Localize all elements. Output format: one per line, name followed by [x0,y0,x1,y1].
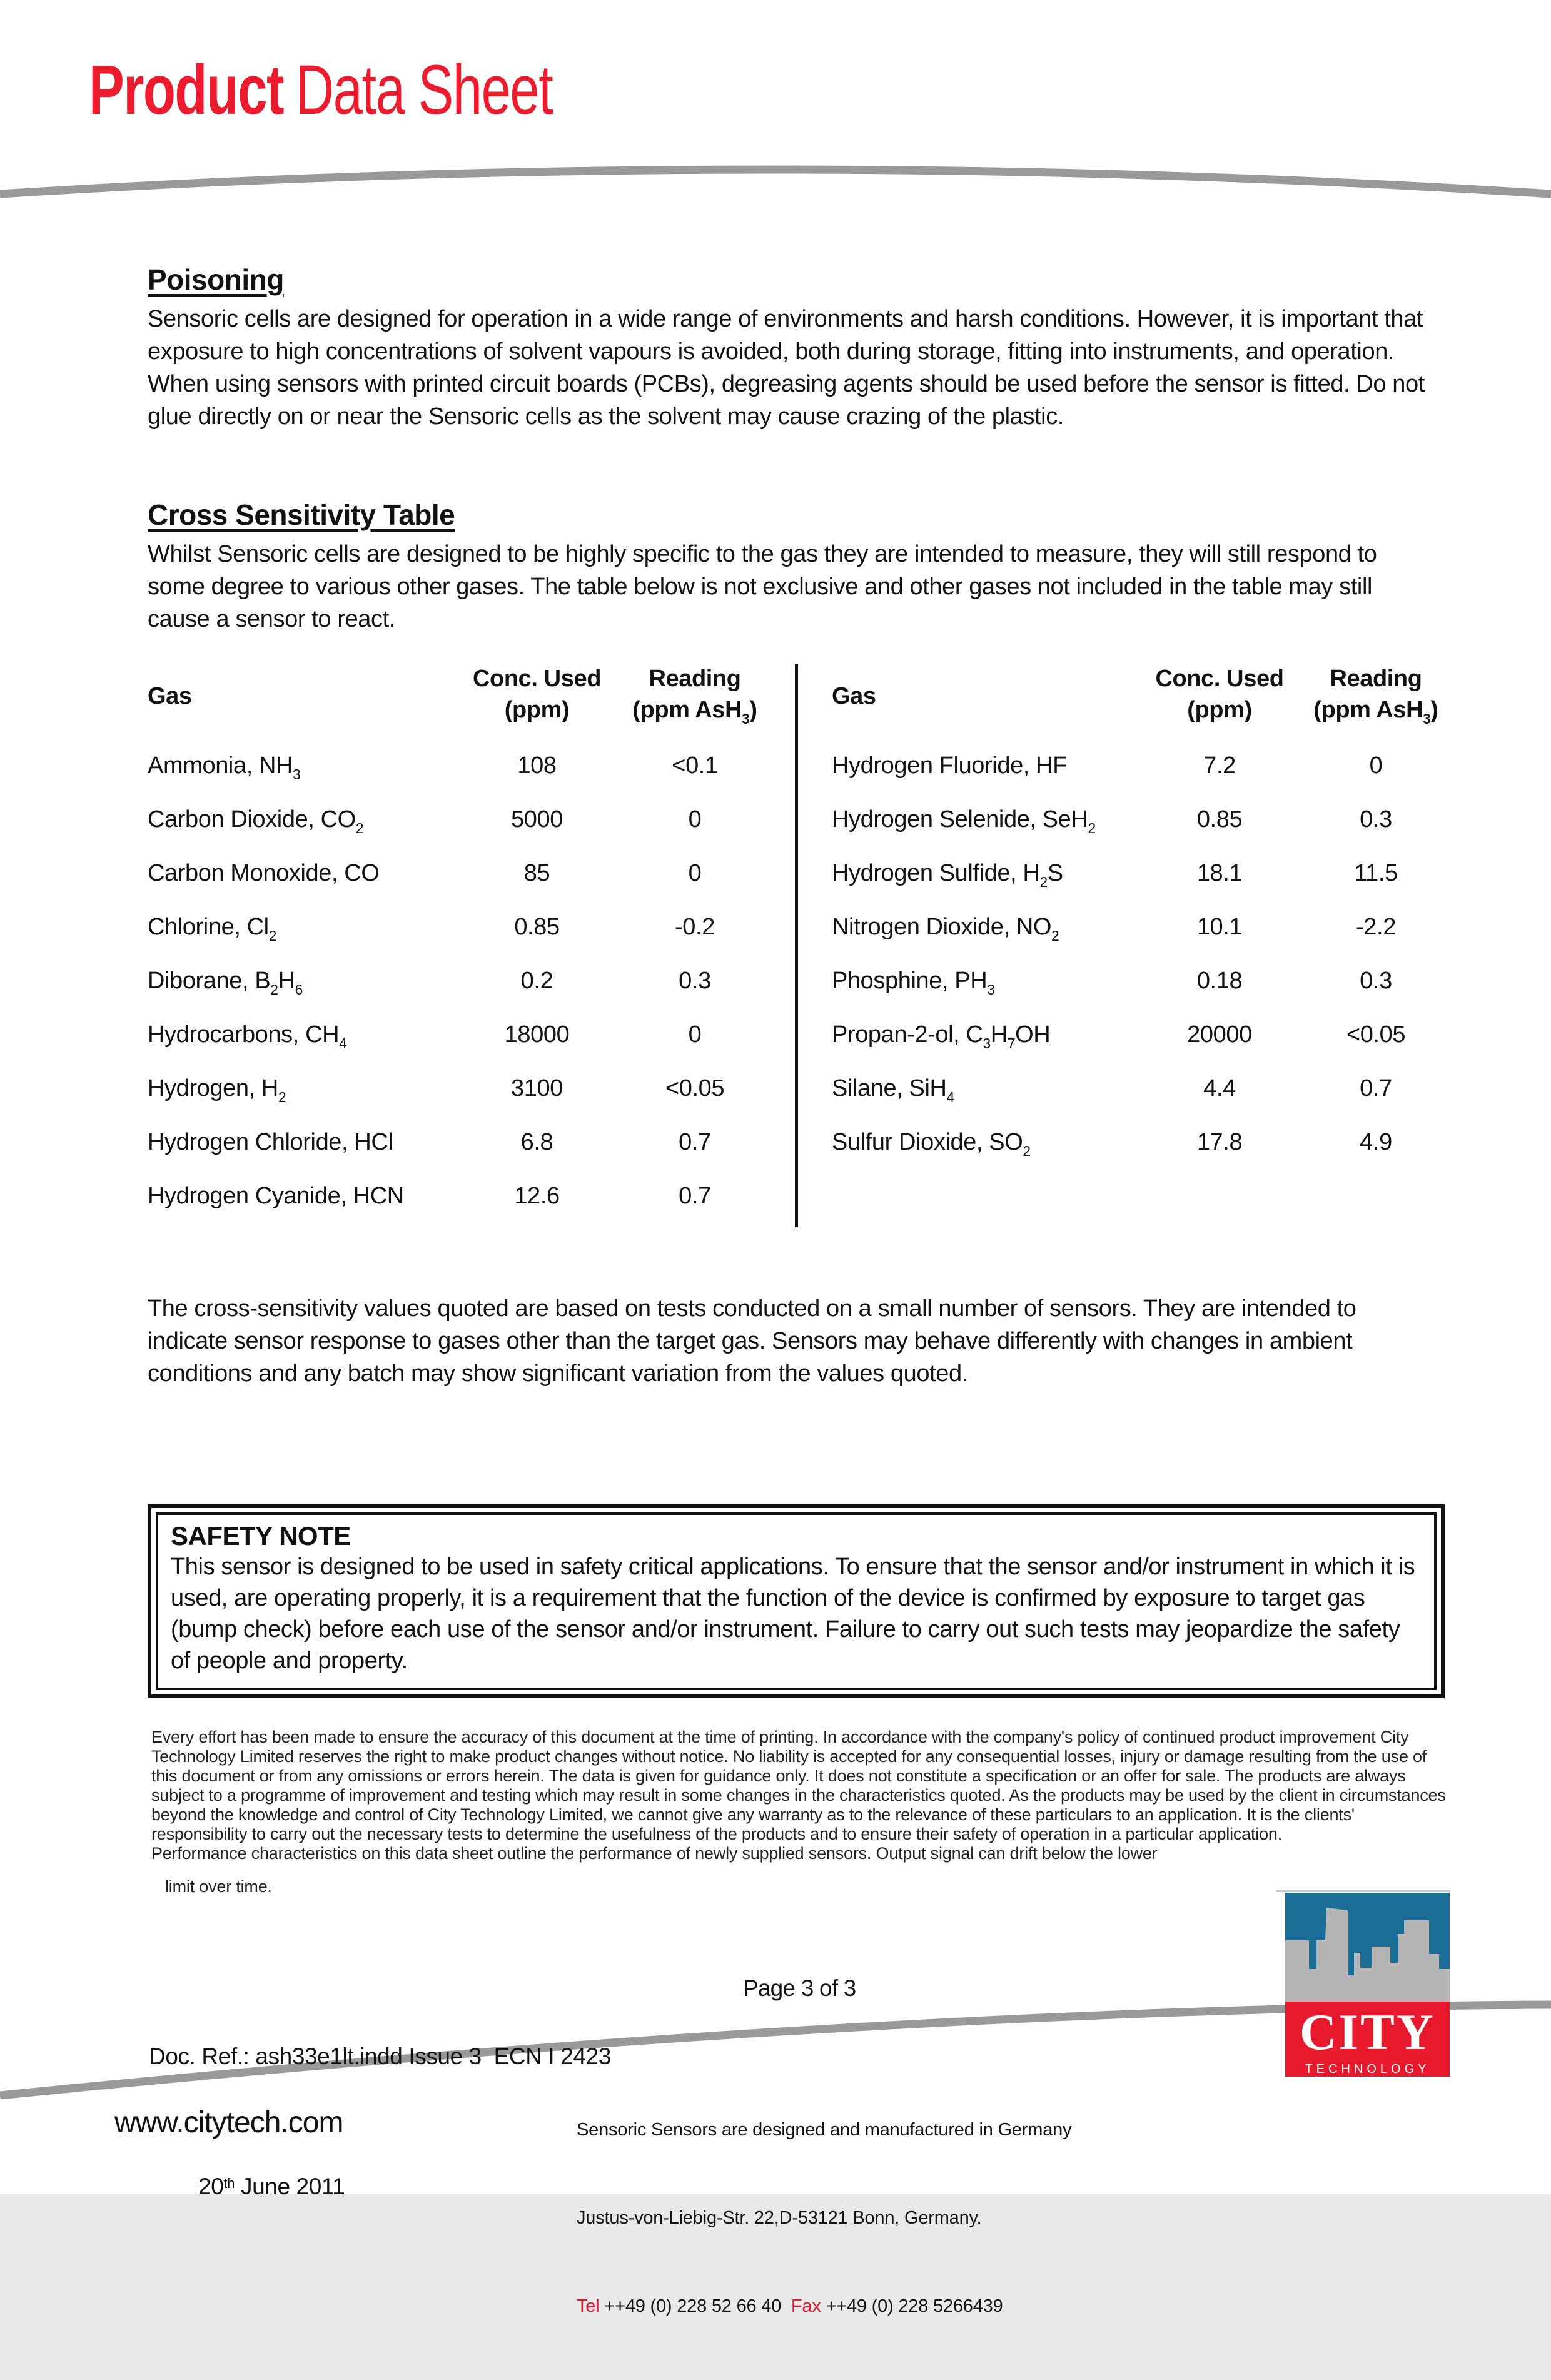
gas-name: Diborane, $B_2H_6$ [148,968,303,998]
reading-value: 0.3 [679,968,711,994]
table-row [148,859,796,913]
page-title-rest: Data Sheet [295,51,553,129]
logo-city-text: CITY [1299,2003,1436,2060]
safety-note-box [148,1504,1445,1698]
legal-paragraph-2: Performance characteristics on this data sheet outline the performance of newly supplied sensors. Output signal can drift below the lower [151,1844,1158,1863]
gas-name: Nitrogen Dioxide, $NO_2$ [832,914,1059,944]
reading-value: 4.9 [1360,1129,1392,1155]
cross-sensitivity-heading: Cross Sensitivity Table [148,499,455,531]
reading-value: 0.3 [1360,806,1392,833]
cross-sensitivity-intro: Whilst Sensoric cells are designed to be highly specific to the gas they are intended to measure, they will still respond to some degree to various other gases. The table below is not exclusive and other gases not included in the table may still cause a sensor to react. [148,541,1377,632]
city-skyline-icon [1285,1893,1450,2002]
conc-used-value: 6.8 [520,1129,553,1155]
page-title [89,51,553,129]
reading-value: 0 [688,860,702,886]
table-row [148,752,796,806]
address-line-2: Justus-von-Liebig-Str. 22,D-53121 Bonn, Germany. [577,2208,982,2228]
reading-value: 0.7 [679,1129,711,1155]
reading-value: <0.05 [665,1075,725,1101]
conc-used-value: 18.1 [1196,860,1243,886]
conc-used-value: 10.1 [1196,914,1243,940]
table-row [832,967,1463,1021]
col-header-conc-line1: Conc. Used [1155,666,1284,692]
conc-used-value: 0.85 [514,914,560,940]
doc-date-rest: June 2011 [235,2174,345,2199]
doc-reference-line: Doc. Ref.: ash33e1lt.indd Issue 3 ECN I 2423 [149,2043,611,2069]
conc-used-value: 0.2 [520,968,553,994]
table-row [832,1021,1463,1075]
gas-name: Hydrogen Cyanide, HCN [148,1183,404,1209]
gas-name: Carbon Monoxide, CO [148,860,380,886]
gas-name: Phosphine, $PH_3$ [832,968,995,998]
logo-technology-text: TECHNOLOGY [1305,2062,1430,2076]
table-row [832,859,1463,913]
table-row [148,1182,796,1236]
gas-name: Carbon Dioxide, $CO_2$ [148,806,364,836]
reading-value: -2.2 [1356,914,1396,940]
page-title-bold: Product [89,51,283,129]
col-header-gas: Gas [148,683,192,709]
table-body-right [832,752,1463,1182]
conc-used-value: 0.85 [1196,806,1243,833]
conc-used-value: 5000 [511,806,563,833]
table-body-left [148,752,796,1236]
conc-used-value: 20000 [1187,1021,1252,1048]
poisoning-paragraph [148,303,1428,433]
table-row [832,913,1463,967]
safety-note-inner-box [156,1512,1437,1690]
col-header-reading [614,663,776,726]
doc-date-day: 20 [198,2174,224,2199]
col-header-conc-line2: (ppm) [504,697,570,723]
conc-used-value: 3100 [511,1075,563,1101]
table-row [148,1075,796,1128]
table-row [148,1021,796,1075]
table-row [832,1128,1463,1182]
col-header-conc-line2: (ppm) [1187,697,1252,723]
reading-value: <0.05 [1346,1021,1406,1048]
reading-value: 0.7 [679,1183,711,1209]
table-header-row [148,663,796,726]
col-header-reading-line1: Reading [1330,666,1422,692]
city-technology-logo [1285,1893,1450,2077]
safety-note-body: This sensor is designed to be used in safety critical applications. To ensure that the sensor and/or instrument in which it is used, are operating properly, it is a requirement that the function of the device is confirmed by exposure to target gas (bump check) before each use of the sensor and/or instrument. Failure to carry out such tests may jeopardize the safety of people and property. [171,1554,1415,1674]
safety-note-title: SAFETY NOTE [171,1521,351,1551]
conc-used-value: 0.18 [1196,968,1243,994]
doc-date [149,2138,611,2236]
conc-used-value: 85 [523,860,550,886]
gas-name: Propan-2-ol, $C_3H_7OH$ [832,1021,1051,1051]
table-row [148,1128,796,1182]
tel-label: Tel [577,2296,600,2316]
reading-value: 0.3 [1360,968,1392,994]
tel-value: ++49 (0) 228 52 66 40 [599,2296,791,2316]
reading-value: 0 [688,1021,702,1048]
col-header-reading-line2: (ppm AsH$_3$) [632,697,757,727]
gas-name: Hydrogen Sulfide, $H_2S$ [832,860,1063,890]
website-link[interactable]: www.citytech.com [114,2106,343,2139]
table-row [832,752,1463,806]
address-line-1: Sensoric Sensors are designed and manufactured in Germany [577,2120,1072,2140]
company-address-block [577,2057,1071,2380]
logo-red-band [1285,2002,1450,2077]
conc-used-value: 17.8 [1196,1129,1243,1155]
reading-value: 11.5 [1354,860,1398,886]
fax-value: ++49 (0) 228 5266439 [821,2296,1003,2316]
col-header-reading-line2: (ppm AsH$_3$) [1313,697,1438,727]
logo-top-rule [1276,1890,1450,1892]
table-row [148,967,796,1021]
gas-name: Ammonia, $NH_3$ [148,752,301,782]
poisoning-paragraph-1: Sensoric cells are designed for operation in a wide range of environments and harsh conditions. However, it is important that exposure to high concentrations of solvent vapours is avoided, both during storage, fitting into instruments, and operation. [148,306,1423,365]
table-row [148,806,796,859]
cross-sensitivity-footnote: The cross-sensitivity values quoted are based on tests conducted on a small number of sensors. They are intended to indicate sensor response to gases other than the target gas. Sensors may behave differently with changes in ambient conditions and any batch may show significant variation from the values quoted. [148,1295,1356,1387]
gas-name: Hydrogen Chloride, HCl [148,1129,393,1155]
col-header-conc [1144,663,1295,726]
gas-name: Hydrogen Fluoride, HF [832,752,1067,779]
poisoning-heading: Poisoning [148,263,284,296]
legal-disclaimer [151,1728,1447,1896]
conc-used-value: 108 [517,752,557,779]
gas-name: Sulfur Dioxide, $SO_2$ [832,1129,1031,1159]
gas-name: Silane, SiH$_4$ [832,1075,954,1105]
conc-used-value: 12.6 [514,1183,560,1209]
gas-name: Hydrocarbons, $CH_4$ [148,1021,347,1051]
gas-name: Hydrogen Selenide, SeH$_2$ [832,806,1096,836]
reading-value: 0.7 [1360,1075,1392,1101]
col-header-gas: Gas [832,683,876,709]
reading-value: <0.1 [672,752,718,779]
legal-paragraph-3: limit over time. [165,1877,272,1896]
legal-paragraph-1: Every effort has been made to ensure the accuracy of this document at the time of printing. In accordance with the company's policy of continued product improvement City Technology Limited reserves the right to make product changes without notice. No liability is accepted for any consequential losses, injury or damage resulting from the use of this document or from any omissions or errors herein. The data is given for guidance only. It does not constitute a specification or an offer for sale. The products are always subject to a programme of improvement and testing which may result in some changes in the characteristics quoted. As the products may be used by the client in circumstances beyond the knowledge and control of City Technology Limited, we cannot give any warranty as to the relevance of these particulars to an application. It is the clients' responsibility to carry out the necessary tests to determine the usefulness of the products and to ensure their safety of operation in a particular application. [151,1728,1446,1843]
fax-label: Fax [791,2296,821,2316]
col-header-reading [1295,663,1457,726]
poisoning-paragraph-2: When using sensors with printed circuit boards (PCBs), degreasing agents should be used before the sensor is fitted. Do not glue directly on or near the Sensoric cells as the solvent may cause crazing of the plastic. [148,371,1425,430]
conc-used-value: 18000 [504,1021,570,1048]
table-divider-line [795,664,798,1227]
table-header-row [832,663,1463,726]
table-row [832,1075,1463,1128]
conc-used-value: 7.2 [1203,752,1236,779]
gas-name: Chlorine, $Cl_2$ [148,914,276,944]
cross-sensitivity-table-right [832,663,1463,1182]
col-header-conc-line1: Conc. Used [472,666,602,692]
cross-sensitivity-table-left [148,663,796,1236]
reading-value: 0 [1369,752,1383,779]
col-header-conc [460,663,614,726]
conc-used-value: 4.4 [1203,1075,1236,1101]
table-row [832,806,1463,859]
gas-name: Hydrogen, $H_2$ [148,1075,286,1105]
reading-value: 0 [688,806,702,833]
reading-value: -0.2 [675,914,715,940]
table-row [148,913,796,967]
doc-date-ordinal: th [223,2175,235,2192]
address-line-3 [577,2292,1071,2321]
page-number: Page 3 of 3 [743,1975,856,2001]
col-header-reading-line1: Reading [649,666,741,692]
